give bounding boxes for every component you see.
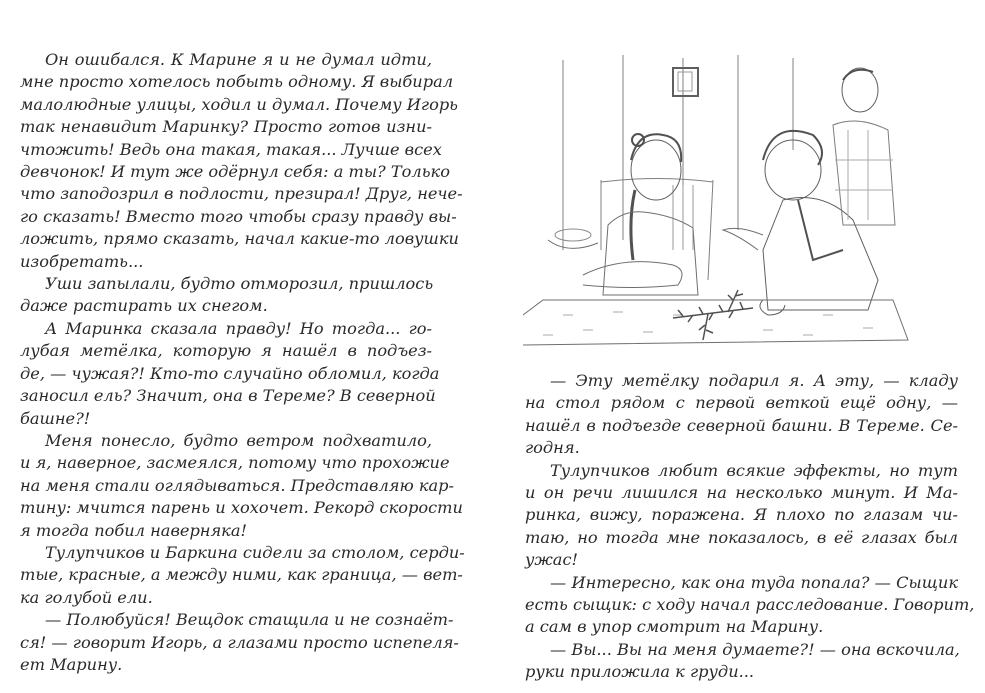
right-column-text [525,370,975,684]
text-line: де, — чужая?! Кто-то случайно обломил, когда [20,363,440,383]
text-line: Он ошибался. К Марине я и не думал идти, [45,50,432,69]
text-line: малолюдные улицы, ходил и думал. Почему Игорь [20,94,458,114]
text-line: а сам в упор смотрит на Марину. [525,617,824,637]
text-line: и он речи лишился на несколько минут. И Ма- [525,483,958,503]
text-line: годня. [525,438,580,458]
text-line: лубая метёлка, которую я нашёл в подъез- [20,341,432,361]
illustration [523,50,913,350]
text-line: тые, красные, а между ними, как граница, — вет- [20,565,463,585]
text-line: Уши запылали, будто отморозил, пришлось [45,274,434,294]
text-line: Меня понесло, будто ветром подхватило, [45,430,432,450]
text-line: Тулупчиков любит всякие эффекты, но тут [550,460,958,480]
text-line: ся! — говорит Игорь, а глазами просто испепеля- [20,632,459,652]
text-line: так ненавидит Маринку? Просто готов изни- [20,117,432,137]
text-line: чтожить! Ведь она такая, такая... Лучше всех [20,139,442,159]
text-line: есть сыщик: с ходу начал расследование. Говорит, [525,595,975,615]
text-line: — Интересно, как она туда попала? — Сыщик [550,572,958,592]
text-line: Тулупчиков и Баркина сидели за столом, серди- [45,542,465,562]
left-column-text [20,49,465,676]
text-line: изобретать... [20,251,144,271]
text-line: заносил ель? Значит, она в Тереме? В северной [20,386,436,406]
text-line: — Вы... Вы на меня думаете?! — она вскочила, [550,639,960,659]
text-line: тину: мчится парень и хохочет. Рекорд скорости [20,498,463,518]
text-line: А Маринка сказала правду! Но тогда... го- [45,318,432,338]
text-line: ет Марину. [20,654,123,674]
text-line: — Полюбуйся! Вещдок стащила и не сознаёт- [45,610,454,630]
text-line: — Эту метёлку подарил я. А эту, — кладу [550,371,958,390]
text-line: мне просто хотелось побыть одному. Я выбирал [20,72,454,92]
text-line: руки приложила к груди... [525,662,755,682]
text-line: ужас! [525,550,579,570]
text-line: что заподозрил в подлости, презирал! Друг, нече- [20,184,463,204]
text-line: и я, наверное, засмеялся, потому что прохожие [20,453,450,473]
sketch-illustration-icon [523,50,913,350]
text-line: ка голубой ели. [20,587,153,607]
text-line: ринка, вижу, поражена. Я плохо по глазам чи- [525,505,958,525]
text-line: ложить, прямо сказать, начал какие-то ловушки [20,229,459,249]
text-line: девчонок! И тут же одёрнул себя: а ты? Только [20,162,450,182]
text-line: на стол рядом с первой веткой ещё одну, — [525,393,958,413]
text-line: нашёл в подъезде северной башни. В Тереме. Се- [525,415,958,435]
text-line: даже растирать их снегом. [20,296,268,316]
text-line: я тогда побил наверняка! [20,520,248,540]
text-line: башне?! [20,408,91,428]
text-line: на меня стали оглядываться. Представляю кар- [20,475,455,495]
text-line: таю, но тогда мне показалось, в её глазах был [525,527,958,547]
text-line: го сказать! Вместо того чтобы сразу правду вы- [20,206,457,226]
